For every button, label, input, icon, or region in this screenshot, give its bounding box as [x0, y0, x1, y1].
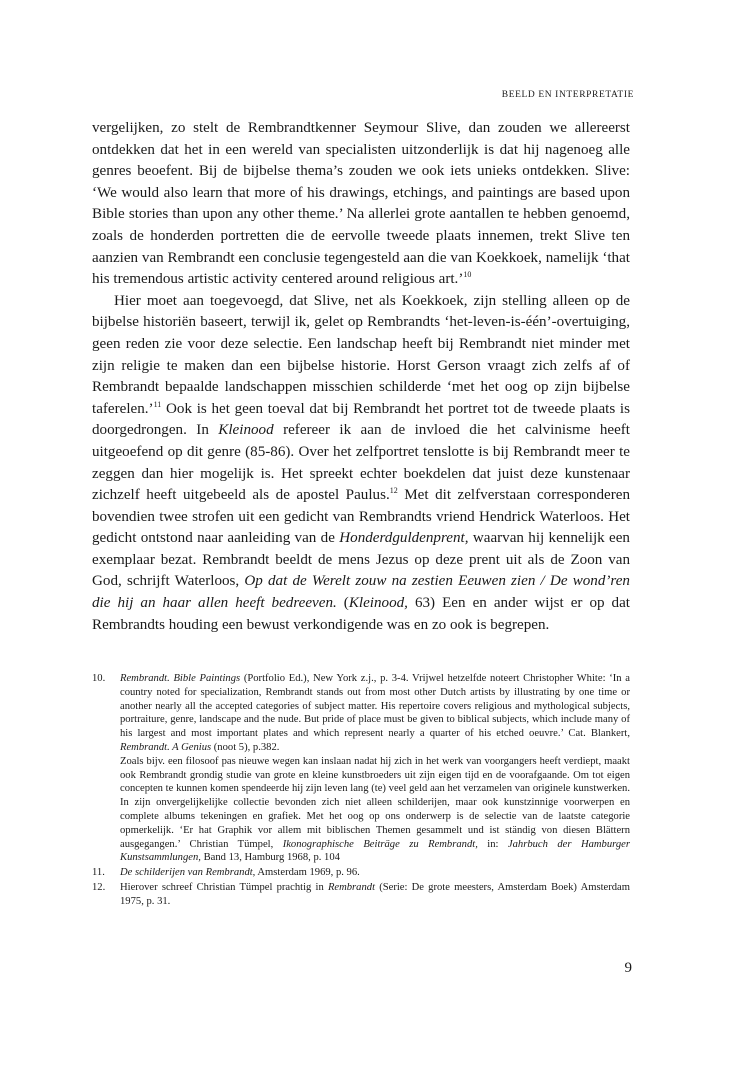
footnote-segment: in:: [477, 838, 508, 850]
footnote-ref-11: 11: [153, 399, 162, 409]
paragraph-text: refereer ik aan de invloed die het calvinisme heeft uitgeoefend op dit genre (85-86). Over het zelfportret tenslotte is bij Rembrandt meer te zeggen dan hier mogelijk is. Het spreekt echter boekdelen dat juist deze kunstenaar zichzelf heeft uitgebeeld als de apostel Paulus.: [92, 422, 630, 504]
footnote-segment: Band 13, Hamburg 1968, p. 104: [200, 852, 340, 864]
italic-title: Jahrbuch der Hamburger Kunstsammlungen,: [120, 838, 630, 864]
page-number: 9: [624, 960, 632, 976]
italic-title: Ikonographische Beiträge zu Rembrandt,: [282, 838, 478, 850]
footnote-10: [92, 672, 630, 865]
footnote-12: [92, 881, 630, 909]
body-text: [92, 118, 630, 636]
footnote-continuation: [120, 755, 630, 865]
footnote-segment: (Serie: De grote meesters, Amsterdam Boek) Amsterdam 1975, p. 31.: [120, 881, 630, 907]
paragraph-text: Ook is het geen toeval dat bij Rembrandt het portret tot de tweede plaats is doorgedrongen. In: [92, 400, 630, 439]
footnote-text: [120, 881, 630, 909]
footnote-ref-10: 10: [463, 270, 472, 280]
paragraph-text: 63) Een en ander wijst er op dat Rembrandts houding een bewust verkondigende was en zo ook is begrepen.: [92, 595, 630, 633]
running-head: BEELD EN INTERPRETATIE: [501, 90, 634, 100]
paragraph-text: (: [336, 595, 349, 612]
italic-title: De schilderijen van Rembrandt,: [120, 867, 256, 879]
paragraph-text: Met dit zelfverstaan corresponderen bovendien twee strofen uit een gedicht van Rembrandts vriend Hendrick Waterloos. Het gedicht ontstond naar aanleiding van de: [92, 487, 630, 547]
italic-title: Kleinood: [218, 422, 274, 439]
paragraph-1: [92, 118, 630, 291]
paragraph-text: vergelijken, zo stelt de Rembrandtkenner Seymour Slive, dan zouden we allereerst ontdekken dat het in een wereld van specialisten uitzonderlijk is dat hij nagenoeg alle genres beoefent. Bij de bijbelse thema’s zouden we ook iets unieks ontdekken. Slive: ‘We would also learn that more of his drawings, etchings, and paintings are based upon Bible stories than upon any other theme.’ Na allerlei grote aantallen te hebben genoemd, zoals de honderden portretten die de eervolle tweede plaats innemen, trekt Slive ten aanzien van Rembrandt een conclusie tegengesteld aan die van Koekkoek, namelijk ‘that his tremendous artistic activity centered around religious art.’: [92, 120, 630, 288]
footnote-segment: (Portfolio Ed.), New York z.j., p. 3-4. Vrijwel hetzelfde noteert Christopher White: ‘In a country noted for specialization, Rembrandt stands out from most other Dutch artists by illustrating by one time or another nearly all the accepted categories of subject matter. His repertoire covers religious and mythological subjects, portraiture, genre, landscape and the nude. But pride of place must be given to biblical subjects, which include many of his largest and most important plates and which represent nearly a quarter of his etched oeuvre.’ Cat. Blankert,: [120, 673, 630, 740]
italic-quote: Op dat de Werelt zouw na zestien Eeuwen zien / De wond’ren die hij an haar allen heeft bedreeven.: [92, 573, 630, 612]
footnote-segment: Zoals bijv. een filosoof pas nieuwe wegen kan inslaan nadat hij zich in het werk van voorgangers heeft verdiept, maakt ook Rembrandt grondig studie van grote en kleine kunstbroeders uit zijn eigen tijd en de voorafgaande. Om tot eigen concepten te kunnen komen spendeerde hij zijn leven lang (te) veel geld aan het verzamelen van originele kunstwerken. In zijn onvergelijkelijke collectie bevonden zich niet alleen schilderijen, maar ook kunstzinnige voorwerpen en complete albums tekeningen en grafiek. Met het oog op ons onderwerp is de selectie van de laatste categorie opmerkelijk. ‘Er hat Graphik vor allem mit biblischen Themen gesammelt und ist ständig von diesen Blättern ausgegangen.’ Christian Tümpel,: [120, 755, 630, 850]
italic-title: Rembrandt: [327, 881, 376, 893]
footnote-segment: Hierover schreef Christian Tümpel prachtig in: [120, 881, 328, 893]
italic-title: Kleinood,: [348, 595, 408, 612]
footnotes: [92, 672, 630, 910]
footnote-text: [120, 866, 630, 880]
footnote-number: 12.: [92, 881, 106, 893]
paragraph-text: waarvan hij kennelijk een exemplaar bezat. Rembrandt beeldt de mens Jezus op deze prent uit als de Zoon van God, schrijft Waterloos,: [92, 530, 630, 590]
italic-title: Honderdguldenprent,: [339, 530, 469, 547]
italic-title: Rembrandt. A Genius: [120, 741, 212, 753]
paragraph-2: [92, 291, 630, 637]
footnote-number: 10.: [92, 673, 106, 684]
footnote-text: [120, 672, 630, 755]
paragraph-text: Hier moet aan toegevoegd, dat Slive, net als Koekkoek, zijn stelling alleen op de bijbelse historiën baseert, terwijl ik, gelet op Rembrandts ‘het-leven-is-één’-overtuiging, geen reden zie voor deze selectie. Een landschap heeft bij Rembrandt niet minder met zijn religie te maken dan een bijbelse historie. Horst Gerson vraagt zich zelfs af of Rembrandt bepaalde landschappen misschien schilderde ‘met het oog op zijn bijbelse taferelen.’: [92, 292, 630, 417]
italic-title: Rembrandt. Bible Paintings: [120, 673, 241, 684]
footnote-11: [92, 866, 630, 880]
footnote-number: 11.: [92, 867, 105, 879]
footnote-segment: (noot 5), p.382.: [211, 741, 280, 753]
footnote-segment: Amsterdam 1969, p. 96.: [255, 867, 360, 879]
footnote-ref-12: 12: [389, 486, 398, 496]
